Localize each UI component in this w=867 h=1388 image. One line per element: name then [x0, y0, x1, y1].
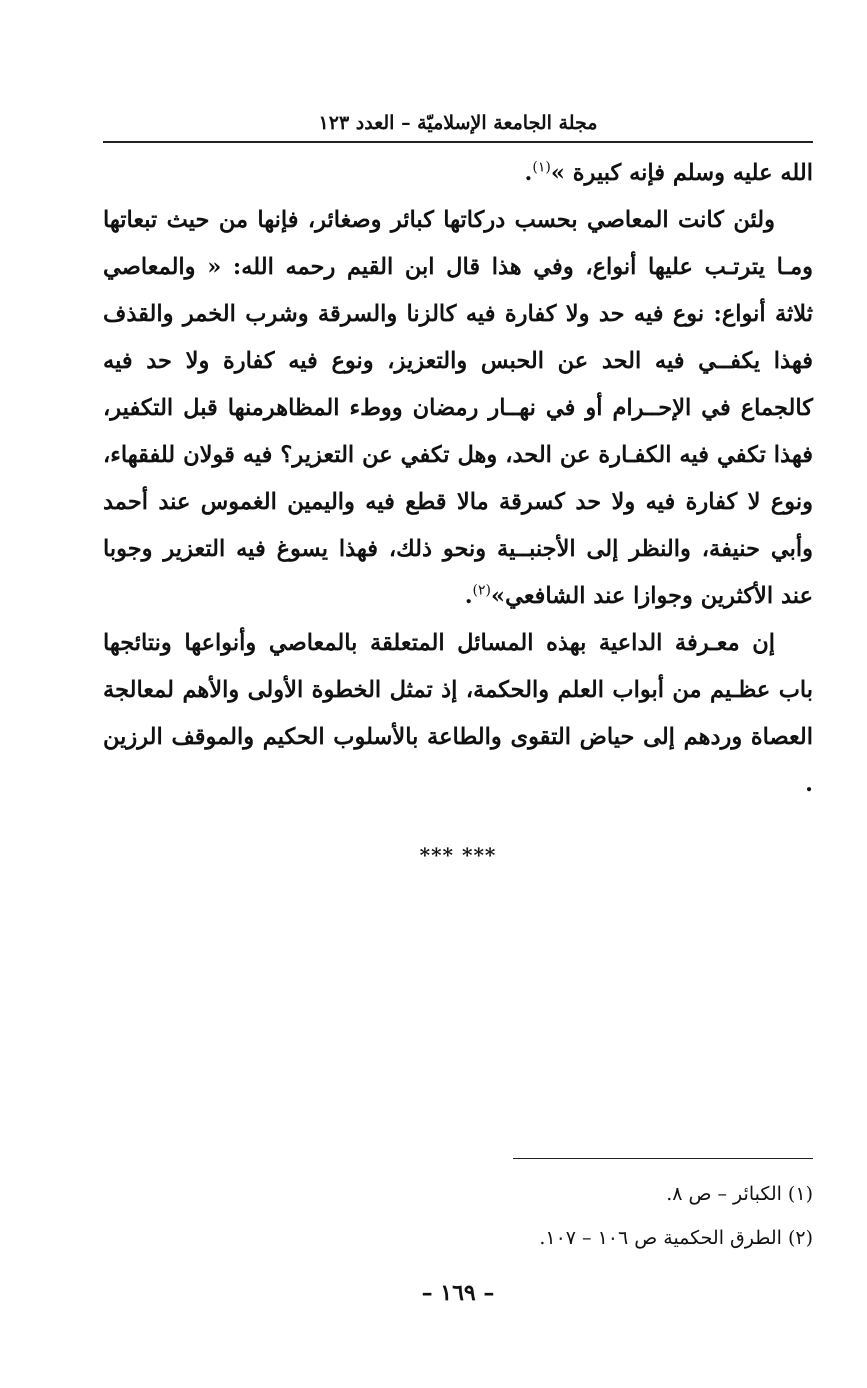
footnote-2: (٢) الطرق الحكمية ص ١٠٦ – ١٠٧.	[539, 1227, 813, 1249]
paragraph-2-end: .	[464, 583, 473, 609]
paragraph-1-text: الله عليه وسلم فإنه كبيرة »	[550, 160, 813, 186]
footnote-ref-1[interactable]: (١)	[532, 159, 551, 176]
section-separator: *** ***	[419, 843, 497, 867]
body-text	[103, 150, 813, 808]
paragraph-2-text: ولئن كانت المعاصي بحسب دركاتها كبائر وصغائر، فإنها من حيث تبعاتها ومـا يترتـب عليها أنواع، وفي هذا قال ابن القيم رحمه الله: « والمعاصي ثلاثة أنواع: نوع فيه حد ولا كفارة فيه كالزنا والسرقة وشرب الخمر والقذف فهذا يكفــي فيه الحد عن الحبس والتعزيز، ونوع فيه كفارة ولا حد فيه كالجماع في الإحــرام أو في نهــار رمضان ووطء المظاهرمنها قبل التكفير، فهذا تكفي فيه الكفـارة عن الحد، وهل تكفي عن التعزير؟ فيه قولان للفقهاء، ونوع لا كفارة فيه ولا حد كسرقة مالا قطع فيه واليمين الغموس عند أحمد وأبي حنيفة، والنظر إلى الأجنبــية ونحو ذلك، فهذا يسوغ فيه التعزير وجوبا عند الأكثرين وجوازا عند الشافعي»	[103, 207, 813, 609]
paragraph-3: إن معـرفة الداعية بهذه المسائل المتعلقة بالمعاصي وأنواعها ونتائجها باب عظـيم من أبواب العلم والحكمة، إذ تمثل الخطوة الأولى والأهم لمعالجة العصاة وردهم إلى حياض التقوى والطاعة بالأسلوب الحكيم والموقف الرزين .	[103, 630, 813, 797]
header-rule	[103, 141, 813, 143]
paragraph-1-end: .	[524, 160, 533, 186]
footnote-ref-2[interactable]: (٢)	[472, 582, 491, 599]
page-number: – ١٦٩ –	[421, 1280, 495, 1306]
footnote-1: (١) الكبائر – ص ٨.	[666, 1183, 813, 1205]
footnote-rule	[513, 1158, 813, 1159]
footnotes	[103, 1172, 813, 1260]
running-header: مجلة الجامعة الإسلاميّة – العدد ١٢٣	[318, 112, 598, 134]
paragraph-2	[103, 197, 813, 620]
paragraph-1	[103, 150, 813, 197]
